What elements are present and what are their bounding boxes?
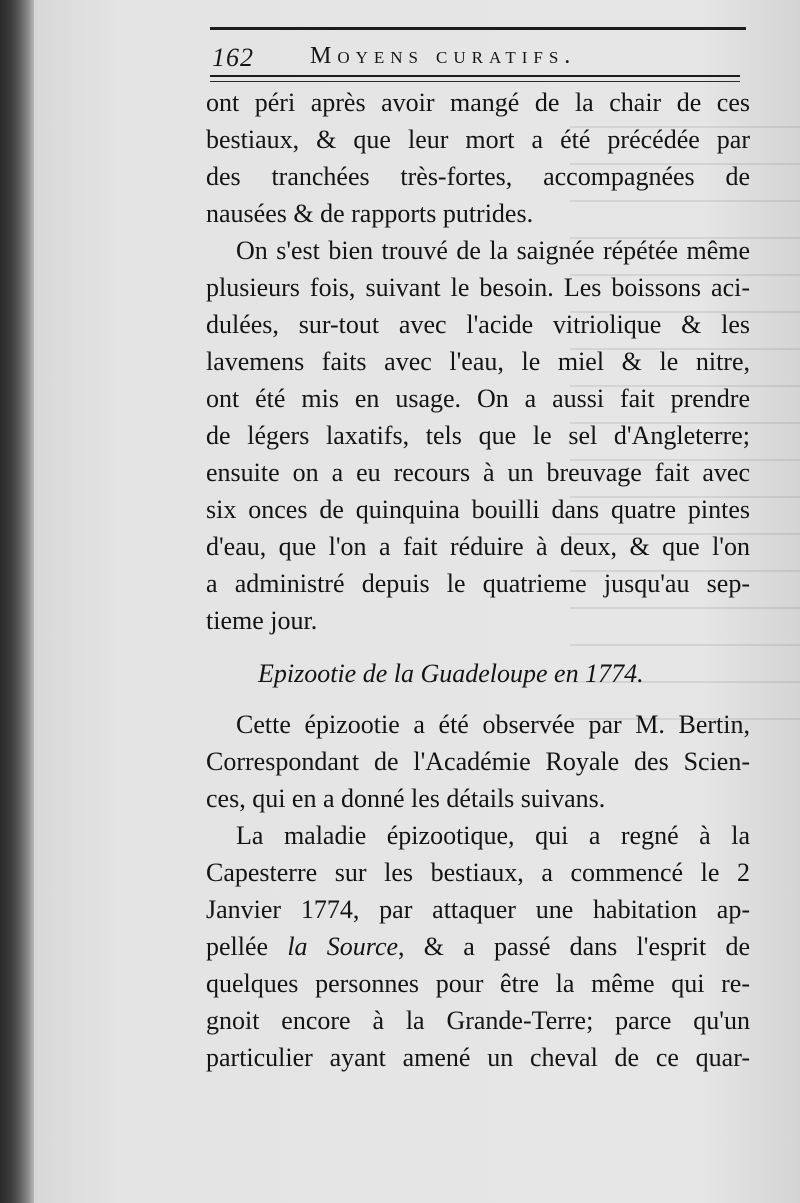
header-rule-thin <box>210 81 740 82</box>
text-line: d'eau, que l'on a fait réduire à deux, & que l'on <box>206 532 750 561</box>
text-line: tieme jour. <box>206 606 318 635</box>
text-line: nausées & de rapports putrides. <box>206 199 534 228</box>
text-line: On s'est bien trouvé de la saignée répétée même <box>236 236 750 265</box>
text-fragment: pellée <box>206 932 288 961</box>
text-line: ont péri après avoir mangé de la chair de ces <box>206 88 750 117</box>
text-line: des tranchées très-fortes, accompagnées de <box>206 162 750 191</box>
text-line: particulier ayant amené un cheval de ce quar- <box>206 1043 750 1072</box>
text-line: a administré depuis le quatrieme jusqu'au sep- <box>206 569 750 598</box>
section-heading: Epizootie de la Guadeloupe en 1774. <box>258 659 644 688</box>
text-line: quelques personnes pour être la même qui re- <box>206 969 750 998</box>
text-line: lavemens faits avec l'eau, le miel & le nitre, <box>206 347 750 376</box>
text-line: bestiaux, & que leur mort a été précédée par <box>206 125 750 154</box>
text-fragment: , & a passé dans l'esprit de <box>398 932 750 961</box>
top-rule <box>210 27 746 30</box>
text-line: Janvier 1774, par attaquer une habitation ap- <box>206 895 750 924</box>
text-line: plusieurs fois, suivant le besoin. Les boissons aci- <box>206 273 750 302</box>
text-line: Correspondant de l'Académie Royale des Scien- <box>206 747 750 776</box>
page-body <box>206 84 750 1076</box>
text-line: Cette épizootie a été observée par M. Bertin, <box>236 710 750 739</box>
text-line <box>206 928 750 965</box>
page-header <box>210 40 746 76</box>
text-line: La maladie épizootique, qui a regné à la <box>236 821 750 850</box>
text-line: ces, qui en a donné les détails suivans. <box>206 784 606 813</box>
text-line: de légers laxatifs, tels que le sel d'Angleterre; <box>206 421 750 450</box>
text-line: Capesterre sur les bestiaux, a commencé le 2 <box>206 858 750 887</box>
text-line: ensuite on a eu recours à un breuvage fait avec <box>206 458 750 487</box>
running-head: Moyens curatifs. <box>310 43 577 69</box>
text-line: dulées, sur-tout avec l'acide vitriolique & les <box>206 310 750 339</box>
italic-place-name: la Source <box>287 932 399 961</box>
header-rule-thick <box>210 75 740 77</box>
book-binding-edge <box>0 0 34 1203</box>
text-line: ont été mis en usage. On a aussi fait prendre <box>206 384 750 413</box>
page-number: 162 <box>212 43 254 72</box>
text-line: gnoit encore à la Grande-Terre; parce qu'un <box>206 1006 750 1035</box>
text-line: six onces de quinquina bouilli dans quatre pintes <box>206 495 750 524</box>
